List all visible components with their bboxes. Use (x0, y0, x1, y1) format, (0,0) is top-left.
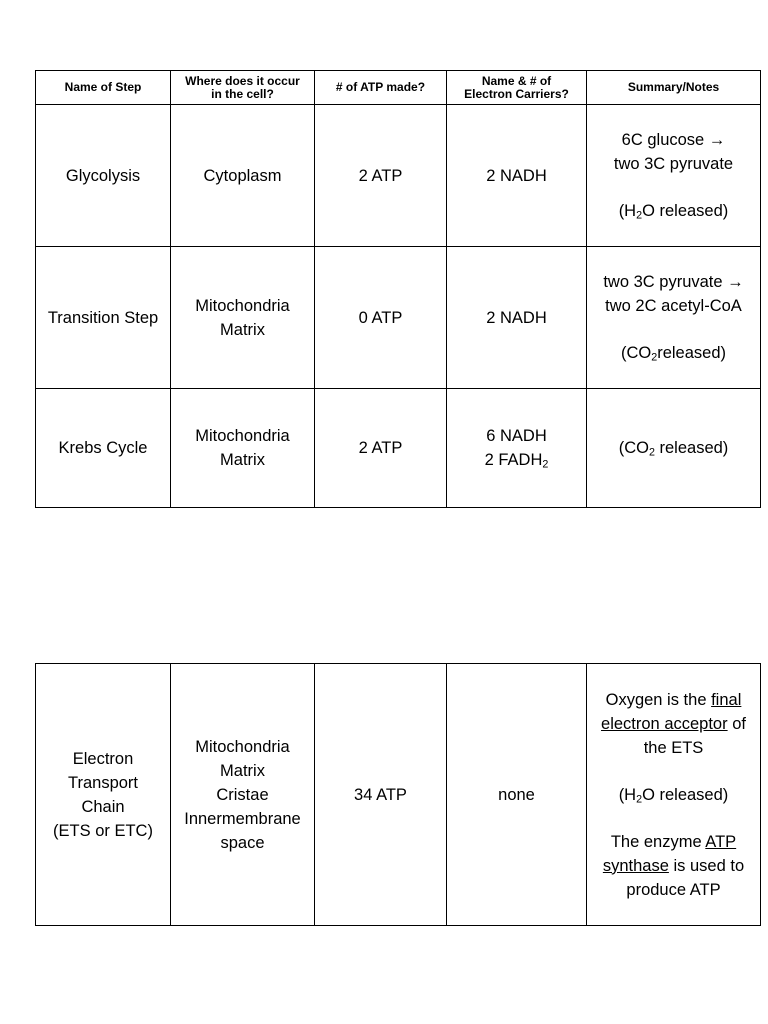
cell-atp: 34 ATP (315, 664, 447, 926)
cell-notes: ($CO_2$ released) (587, 389, 761, 508)
table-row-ets (36, 664, 761, 926)
table-row-transition (36, 247, 761, 389)
header-step: Name of Step (36, 71, 171, 105)
cell-notes: two 3C pyruvate → two 2C acetyl-CoA $(CO_2released)$ (587, 247, 761, 389)
cell-location: Mitochondria Matrix (171, 389, 315, 508)
cell-step: Krebs Cycle (36, 389, 171, 508)
cell-location: Cytoplasm (171, 105, 315, 247)
cell-step: Electron Transport Chain (ETS or ETC) (36, 664, 171, 926)
electron-transport-table (35, 663, 761, 926)
header-row (36, 71, 761, 105)
header-location: Where does it occur in the cell? (171, 71, 315, 105)
cell-location: Mitochondria Matrix Cristae Innermembrane space (171, 664, 315, 926)
header-carriers: Name & # of Electron Carriers? (447, 71, 587, 105)
header-notes: Summary/Notes (587, 71, 761, 105)
cell-atp: 2 ATP (315, 389, 447, 508)
table-row-glycolysis (36, 105, 761, 247)
cell-carriers: 2 NADH (447, 105, 587, 247)
header-atp: # of ATP made? (315, 71, 447, 105)
cell-location: Mitochondria Matrix (171, 247, 315, 389)
table-row-krebs (36, 389, 761, 508)
cell-carriers: 6 NADH 2 $FADH_2$ (447, 389, 587, 508)
cell-carriers: 2 NADH (447, 247, 587, 389)
cell-atp: 0 ATP (315, 247, 447, 389)
cell-notes: Oxygen is the final electron acceptor of the ETS ($H_2O$ released) The enzyme ATP synthase is used to produce ATP (587, 664, 761, 926)
cell-step: Glycolysis (36, 105, 171, 247)
cell-notes: 6C glucose → two 3C pyruvate ($H_2O$ released) (587, 105, 761, 247)
cell-step: Transition Step (36, 247, 171, 389)
cell-carriers: none (447, 664, 587, 926)
cellular-respiration-table (35, 70, 761, 508)
cell-atp: 2 ATP (315, 105, 447, 247)
